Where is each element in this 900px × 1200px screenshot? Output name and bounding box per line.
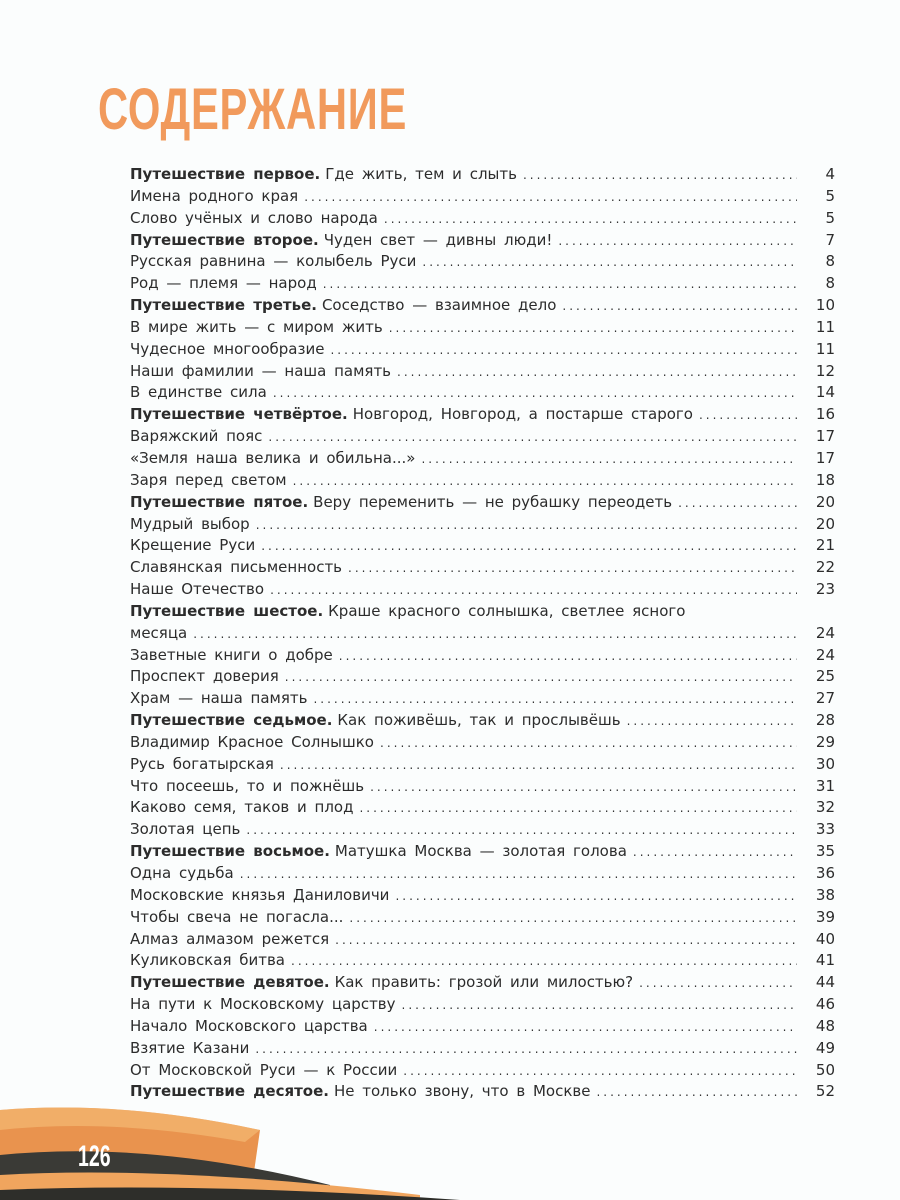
entry-page: 8 [825, 274, 835, 293]
toc-entry[interactable] [130, 274, 835, 296]
dot-leader [633, 845, 797, 859]
entry-page: 11 [815, 339, 835, 358]
entry-page: 25 [815, 667, 835, 686]
entry-title: На пути к Московскому царству [130, 995, 396, 1014]
entry-title: Взятие Казани [130, 1038, 250, 1057]
toc-entry[interactable] [130, 449, 835, 471]
entry-page: 24 [815, 645, 835, 664]
entry-page: 29 [815, 732, 835, 751]
entry-title: Заря перед светом [130, 470, 287, 489]
toc-entry[interactable] [130, 1061, 835, 1083]
entry-page: 49 [815, 1038, 835, 1057]
toc-entry[interactable] [130, 973, 835, 995]
toc-entry[interactable] [130, 471, 835, 493]
entry-title: Русская равнина — колыбель Руси [130, 252, 417, 271]
toc-entry[interactable] [130, 842, 835, 864]
entry-title: Каково семя, таков и плод [130, 798, 354, 817]
entry-page: 33 [815, 820, 835, 839]
entry-title: Чтобы свеча не погасла... [130, 907, 344, 926]
entry-page: 10 [815, 296, 835, 315]
entry-title: Варяжский пояс [130, 427, 263, 446]
entry-page: 11 [815, 317, 835, 336]
toc-entry[interactable] [130, 515, 835, 537]
entry-title: Заветные книги о добре [130, 645, 333, 664]
dot-leader [240, 867, 797, 881]
toc-entry[interactable] [130, 558, 835, 580]
dot-leader [291, 954, 797, 968]
dot-leader [389, 321, 797, 335]
entry-page: 41 [815, 951, 835, 970]
entry-page: 18 [815, 470, 835, 489]
dot-leader [627, 714, 797, 728]
entry-page: 27 [815, 689, 835, 708]
dot-leader [261, 539, 797, 553]
dot-leader [596, 1085, 797, 1099]
chapter-label: Путешествие первое. [130, 165, 321, 183]
entry-title: Мудрый выбор [130, 514, 250, 533]
chapter-label: Путешествие второе. [130, 230, 319, 249]
entry-page: 17 [815, 427, 835, 446]
toc-entry[interactable] [130, 798, 835, 820]
entry-page: 36 [815, 864, 835, 882]
toc-entry-continuation[interactable] [130, 624, 835, 646]
entry-title: Где жить, тем и слыть [325, 165, 517, 183]
entry-page: 38 [815, 885, 835, 904]
dot-leader [422, 255, 797, 269]
dot-leader [268, 430, 797, 444]
entry-title: Что посеешь, то и пожнёшь [130, 776, 365, 795]
toc-entry[interactable] [130, 165, 835, 187]
toc-entry[interactable] [130, 427, 835, 449]
entry-page: 12 [815, 361, 835, 380]
entry-page: 52 [815, 1082, 835, 1101]
dot-leader [562, 299, 797, 313]
toc-entry[interactable] [130, 689, 835, 711]
entry-page: 28 [815, 711, 835, 730]
entry-page: 5 [825, 208, 835, 227]
dot-leader [335, 933, 797, 947]
toc-entry[interactable] [130, 209, 835, 231]
chapter-label: Путешествие третье. [130, 296, 317, 315]
entry-title: Веру переменить — не рубашку переодеть [313, 492, 673, 511]
dot-leader [403, 1064, 797, 1078]
toc-entry[interactable] [130, 733, 835, 755]
entry-page: 4 [825, 165, 835, 183]
toc-entry[interactable] [130, 667, 835, 689]
dot-leader [523, 168, 797, 182]
toc-entry[interactable] [130, 908, 835, 930]
page-title: СОДЕРЖАНИЕ [98, 77, 408, 142]
dot-leader [323, 277, 797, 291]
dot-leader [293, 474, 797, 488]
entry-title: Наши фамилии — наша память [130, 361, 392, 380]
dot-leader [273, 386, 797, 400]
chapter-label: Путешествие седьмое. [130, 711, 333, 730]
page-number: 126 [78, 1140, 111, 1173]
entry-page: 39 [815, 907, 835, 926]
dot-leader [359, 801, 797, 815]
entry-page: 8 [825, 252, 835, 271]
entry-title: Как поживёшь, так и прослывёшь [337, 711, 621, 730]
dot-leader [304, 190, 797, 204]
entry-page: 16 [815, 405, 835, 424]
entry-title: Слово учёных и слово народа [130, 208, 378, 227]
entry-page: 44 [815, 973, 835, 992]
dot-leader [349, 911, 797, 925]
dot-leader [374, 1020, 797, 1034]
entry-title: Имена родного края [130, 186, 299, 205]
toc-entry[interactable] [130, 711, 835, 733]
entry-title: месяца [130, 623, 188, 642]
toc-entry[interactable] [130, 951, 835, 973]
toc-entry[interactable] [130, 296, 835, 318]
entry-page: 21 [815, 536, 835, 555]
table-of-contents [130, 165, 835, 1104]
entry-title: Владимир Красное Солнышко [130, 732, 374, 751]
dot-leader [339, 649, 797, 663]
dot-leader [270, 583, 797, 597]
entry-title: Русь богатырская [130, 754, 274, 773]
entry-page: 35 [815, 842, 835, 861]
toc-entry[interactable] [130, 231, 835, 253]
toc-entry[interactable] [130, 1017, 835, 1039]
entry-title: «Земля наша велика и обильна...» [130, 448, 416, 467]
entry-title: Род — племя — народ [130, 274, 317, 293]
toc-entry[interactable] [130, 995, 835, 1017]
toc-entry[interactable] [130, 1039, 835, 1061]
toc-entry[interactable] [130, 886, 835, 908]
entry-page: 5 [825, 186, 835, 205]
entry-title: Не только звону, что в Москве [333, 1082, 591, 1101]
entry-page: 23 [815, 580, 835, 599]
dot-leader [193, 627, 797, 641]
entry-page: 50 [815, 1060, 835, 1079]
toc-entry[interactable] [130, 187, 835, 209]
entry-page: 20 [815, 514, 835, 533]
entry-title: Одна судьба [130, 864, 234, 882]
toc-entry[interactable] [130, 362, 835, 384]
chapter-label: Путешествие девятое. [130, 973, 330, 992]
chapter-label: Путешествие десятое. [130, 1082, 329, 1101]
entry-page: 30 [815, 754, 835, 773]
toc-entry[interactable] [130, 383, 835, 405]
entry-title: Проспект доверия [130, 667, 279, 686]
dot-leader [558, 234, 797, 248]
entry-title: Наше Отечество [130, 580, 265, 599]
dot-leader [256, 518, 797, 532]
toc-entry[interactable] [130, 340, 835, 362]
toc-entry[interactable] [130, 755, 835, 777]
dot-leader [246, 823, 797, 837]
dot-leader [380, 736, 797, 750]
toc-entry[interactable] [130, 820, 835, 842]
toc-entry[interactable] [130, 405, 835, 427]
chapter-label: Путешествие восьмое. [130, 842, 330, 861]
dot-leader [255, 1042, 797, 1056]
entry-title: Краше красного солнышка, светлее ясного [328, 601, 686, 620]
entry-page: 17 [815, 448, 835, 467]
entry-title: В единстве сила [130, 383, 267, 402]
entry-title: Крещение Руси [130, 536, 256, 555]
entry-title: Чуден свет — дивны люди! [323, 230, 553, 249]
dot-leader [421, 452, 797, 466]
toc-entry[interactable] [130, 930, 835, 952]
dot-leader [639, 976, 797, 990]
chapter-label: Путешествие четвёртое. [130, 405, 348, 424]
entry-title: Как править: грозой или милостью? [334, 973, 634, 992]
entry-title: Храм — наша память [130, 689, 308, 708]
toc-entry[interactable] [130, 777, 835, 799]
dot-leader [285, 670, 797, 684]
entry-page: 22 [815, 558, 835, 577]
dot-leader [678, 496, 797, 510]
toc-entry[interactable] [130, 580, 835, 602]
dot-leader [699, 408, 797, 422]
entry-title: В мире жить — с миром жить [130, 317, 383, 336]
entry-page: 40 [815, 929, 835, 948]
entry-page: 31 [815, 776, 835, 795]
entry-title: Алмаз алмазом режется [130, 929, 330, 948]
dot-leader [395, 889, 797, 903]
toc-entry[interactable] [130, 252, 835, 274]
entry-page: 48 [815, 1016, 835, 1035]
entry-page: 14 [815, 383, 835, 402]
toc-entry[interactable] [130, 493, 835, 515]
entry-page: 32 [815, 798, 835, 817]
toc-entry[interactable] [130, 864, 835, 886]
dot-leader [348, 561, 797, 575]
entry-title: Соседство — взаимное дело [321, 296, 557, 315]
toc-entry[interactable] [130, 536, 835, 558]
dot-leader [330, 343, 797, 357]
entry-page: 24 [815, 623, 835, 642]
dot-leader [384, 212, 797, 226]
entry-page: 46 [815, 995, 835, 1014]
dot-leader [280, 758, 797, 772]
entry-title: Куликовская битва [130, 951, 285, 970]
dot-leader [397, 365, 797, 379]
entry-title: Чудесное многообразие [130, 339, 325, 358]
chapter-label: Путешествие шестое. [130, 601, 324, 620]
toc-entry[interactable] [130, 646, 835, 668]
entry-page: 20 [815, 492, 835, 511]
toc-entry[interactable] [130, 318, 835, 340]
dot-leader [402, 998, 797, 1012]
entry-title: Матушка Москва — золотая голова [334, 842, 627, 861]
st-george-ribbon-decoration [0, 1100, 460, 1200]
dot-leader [370, 780, 797, 794]
chapter-label: Путешествие пятое. [130, 492, 309, 511]
entry-title: Золотая цепь [130, 820, 241, 839]
toc-entry[interactable] [130, 1082, 835, 1104]
entry-title: Московские князья Даниловичи [130, 885, 390, 904]
entry-title: Славянская письменность [130, 558, 343, 577]
entry-title: От Московской Руси — к России [130, 1060, 398, 1079]
entry-page: 7 [825, 230, 835, 249]
entry-title: Начало Московского царства [130, 1016, 368, 1035]
dot-leader [313, 692, 797, 706]
entry-title: Новгород, Новгород, а постарше старого [352, 405, 693, 424]
toc-entry[interactable] [130, 602, 835, 624]
